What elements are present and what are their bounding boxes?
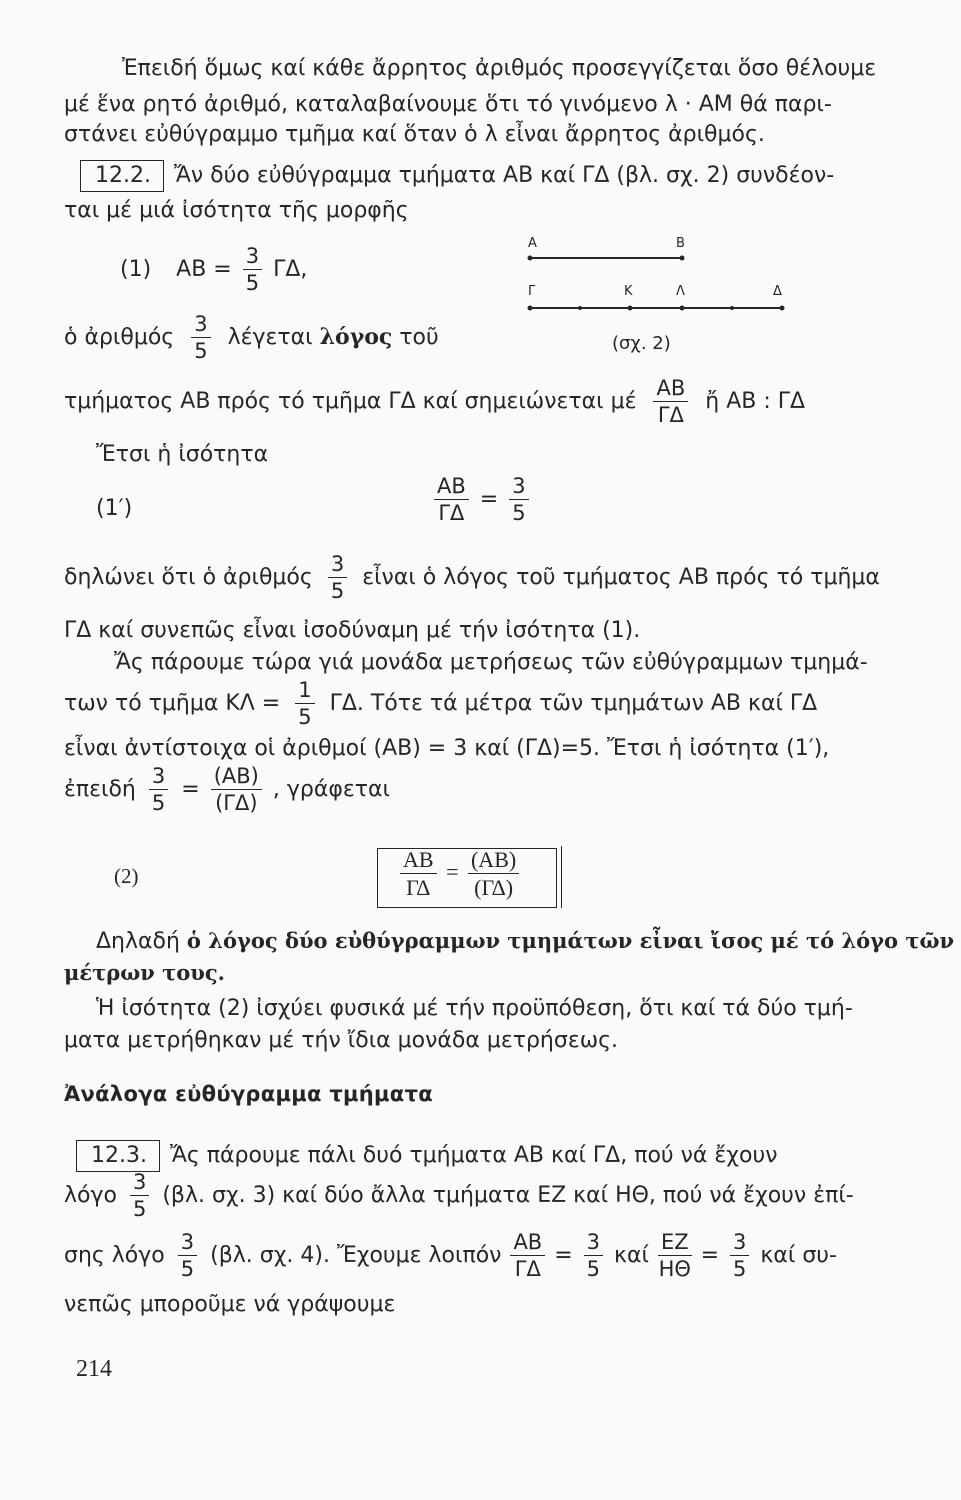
since-equals: = [181,777,200,802]
eq1p-left-den: ΓΔ [438,501,465,525]
point-b [680,256,685,261]
sec123-line-1 [76,1140,778,1172]
eq2-left-fraction [400,849,437,899]
eq2-right-num: (ΑΒ) [468,849,519,874]
l3-f1-den: 5 [180,1257,195,1281]
l3-frac-3 [730,1232,749,1280]
equiv-line: ΓΔ καί συνεπῶς εἶναι ἰσοδύναμη μέ τήν ἰσότητα (1). [64,618,641,643]
since-right-num: (ΑΒ) [211,766,262,790]
eq2-right-fraction [468,849,519,899]
l3-f3-den: 5 [733,1257,747,1281]
eq2-label: (2) [114,864,139,888]
label-b: Β [676,236,685,251]
ratio-frac-num: 3 [191,314,210,338]
eq1p-label: (1′) [96,496,133,521]
page-number: 214 [76,1356,112,1382]
cond-line-2: ματα μετρήθηκαν μέ τήν ἴδια μονάδα μετρήσεως. [64,1028,619,1053]
equation-2-box [377,848,557,908]
eq1-fraction [243,246,262,294]
eq1p-right-num: 3 [509,476,528,500]
shows-num: 3 [328,554,347,578]
notation-text: τμήματος ΑΒ πρός τό τμῆμα ΓΔ καί σημειώνεται μέ [64,389,637,414]
notation-line [64,378,805,426]
l3-f2-num: 3 [584,1232,603,1256]
eq2-equals: = [446,859,459,885]
ratio-term: λόγος [319,324,393,350]
l3-eq-1: = [554,1243,573,1268]
l3-f3-num: 3 [730,1232,749,1256]
rule-line-2: μέτρων τους. [64,960,225,985]
since-right-den: (ΓΔ) [215,791,258,815]
since-post: , γράφεται [272,777,390,802]
equals-sign: = [479,487,499,512]
para1-line-1: Ἐπειδή ὅμως καί κάθε ἄρρητος ἀριθμός προσεγγίζεται ὅσο θέλουμε [122,56,877,81]
point-d [780,306,785,311]
shows-pre: δηλώνει ὅτι ὁ ἀριθμός [64,565,313,590]
notation-tail: ἤ ΑΒ : ΓΔ [705,389,806,414]
figure-2-drawing [520,232,795,322]
eq1-lhs: ΑΒ = [176,257,232,282]
unit-fraction [295,680,314,728]
eq2-left-den: ΓΔ [406,875,431,900]
eq2-content [396,849,523,899]
l3-post: καί συ- [760,1243,837,1268]
l3-f1-num: 3 [178,1232,197,1256]
eq1-label: (1) [120,257,152,282]
l3-mid: (βλ. σχ. 4). Ἔχουμε λοιπόν [210,1243,502,1268]
para1-line-3: στάνει εὐθύγραμμο τμῆμα καί ὅταν ὁ λ εἶναι ἄρρητος ἀριθμός. [64,122,765,147]
point-k [628,306,633,311]
section-number-box: 12.2. [80,160,164,192]
l3-ab-num: ΑΒ [510,1232,545,1256]
point-g [528,306,533,311]
l2-num: 3 [130,1172,149,1196]
shows-post: εἶναι ὁ λόγος τοῦ τμήματος ΑΒ πρός τό τμῆμα [362,565,880,590]
measures-line: εἶναι ἀντίστοιχα οἱ ἀριθμοί (ΑΒ) = 3 καί (ΓΔ)=5. Ἔτσι ἡ ἰσότητα (1′), [64,736,830,761]
eq2-left-num: ΑΒ [400,849,437,874]
point-a [528,256,533,261]
label-d: Δ [773,284,782,299]
para1-line-2: μέ ἕνα ρητό ἀριθμό, καταλαβαίνουμε ὅτι τό γινόμενο λ · ΑΜ θά παρι- [64,92,832,117]
equation-1-prime [430,476,533,524]
label-a: Α [528,236,537,251]
notation-num: ΑΒ [653,378,688,402]
l3-ez-num: ΕΖ [658,1232,692,1256]
sec123-line-1-text: Ἄς πάρουμε πάλι δυό τμήματα ΑΒ καί ΓΔ, πού νά ἔχουν [169,1143,778,1168]
section-heading: Ἀνάλογα εὐθύγραμμα τμήματα [64,1082,433,1106]
l3-frac-1 [178,1232,197,1280]
l3-f2-den: 5 [586,1257,601,1281]
since-pre: ἐπειδή [64,777,136,802]
sec122-line-1 [80,160,834,192]
figure-caption: (σχ. 2) [612,333,671,354]
rule-text-1: ὁ λόγος δύο εὐθύγραμμων τμημάτων εἶναι ἴσος μέ τό λόγο τῶν [186,928,955,953]
sec123-line-3 [64,1232,837,1280]
since-left-den: 5 [151,791,166,815]
l2-post: (βλ. σχ. 3) καί δύο ἄλλα τμήματα ΕΖ καί ΗΘ, πού νά ἔχουν ἐπί- [162,1183,854,1208]
notation-fraction [653,378,688,426]
l3-ez-den: ΗΘ [658,1257,691,1281]
sec123-line-2 [64,1172,854,1220]
unit-line-1: Ἄς πάρουμε τώρα γιά μονάδα μετρήσεως τῶν εὐθύγραμμων τμημά- [114,650,868,675]
equation-1 [120,246,307,294]
since-line [64,766,390,814]
unit-pre: των τό τμῆμα ΚΛ = [64,691,281,716]
ratio-frac-den: 5 [194,339,208,363]
ratio-definition [64,314,439,362]
l3-and: καί [614,1243,649,1268]
eq1p-right-den: 5 [512,501,526,525]
l3-ab-den: ΓΔ [514,1257,541,1281]
equation-2-box-shadow [557,846,562,908]
ratio-tail: τοῦ [399,325,439,350]
sec122-line-2: ται μέ μιά ἰσότητα τῆς μορφῆς [64,198,409,223]
ratio-pre: ὁ ἀριθμός [64,325,175,350]
l2-fraction [130,1172,149,1220]
l3-eq-2: = [700,1243,720,1268]
since-fraction-right [211,766,262,814]
l3-frac-ez [658,1232,692,1280]
eq2-right-den: (ΓΔ) [474,875,514,900]
frac-den: 5 [245,271,260,295]
eq1p-left-fraction [434,476,469,524]
label-l: Λ [676,284,685,299]
frac-num: 3 [243,246,262,270]
l3-pre: σης λόγο [64,1243,165,1268]
cond-line-1: Ἡ ἰσότητα (2) ἰσχύει φυσικά μέ τήν προϋπόθεση, ὅτι καί τά δύο τμή- [96,996,853,1021]
eq1-rhs: ΓΔ, [273,257,308,282]
section-number-box-123: 12.3. [76,1140,160,1172]
shows-den: 5 [330,579,345,603]
since-fraction-left [149,766,168,814]
ratio-fraction [191,314,210,362]
l3-frac-2 [584,1232,603,1280]
sec122-line-1-text: Ἄν δύο εὐθύγραμμα τμήματα ΑΒ καί ΓΔ (βλ. σχ. 2) συνδέον- [173,163,835,188]
eq1p-left-num: ΑΒ [434,476,469,500]
unit-post: ΓΔ. Τότε τά μέτρα τῶν τμημάτων ΑΒ καί ΓΔ [329,691,818,716]
l3-frac-ab [510,1232,545,1280]
shows-fraction [328,554,347,602]
tick-1 [578,306,582,310]
rule-pre: Δηλαδή [96,929,180,954]
unit-den: 5 [298,705,312,729]
etsi-line: Ἔτσι ἡ ἰσότητα [96,442,269,467]
label-k: Κ [624,284,633,299]
eq1p-right-fraction [509,476,528,524]
rule-line-1 [96,928,954,954]
shows-line [64,554,880,602]
unit-line-2 [64,680,817,728]
label-g: Γ [528,284,536,299]
since-left-num: 3 [149,766,168,790]
sec123-line-4: νεπῶς μποροῦμε νά γράψουμε [64,1292,396,1317]
l2-den: 5 [132,1197,147,1221]
point-l [680,306,685,311]
unit-num: 1 [295,680,314,704]
tick-4 [730,306,734,310]
ratio-post: λέγεται [227,325,313,350]
notation-den: ΓΔ [657,403,684,427]
l2-pre: λόγο [64,1183,117,1208]
